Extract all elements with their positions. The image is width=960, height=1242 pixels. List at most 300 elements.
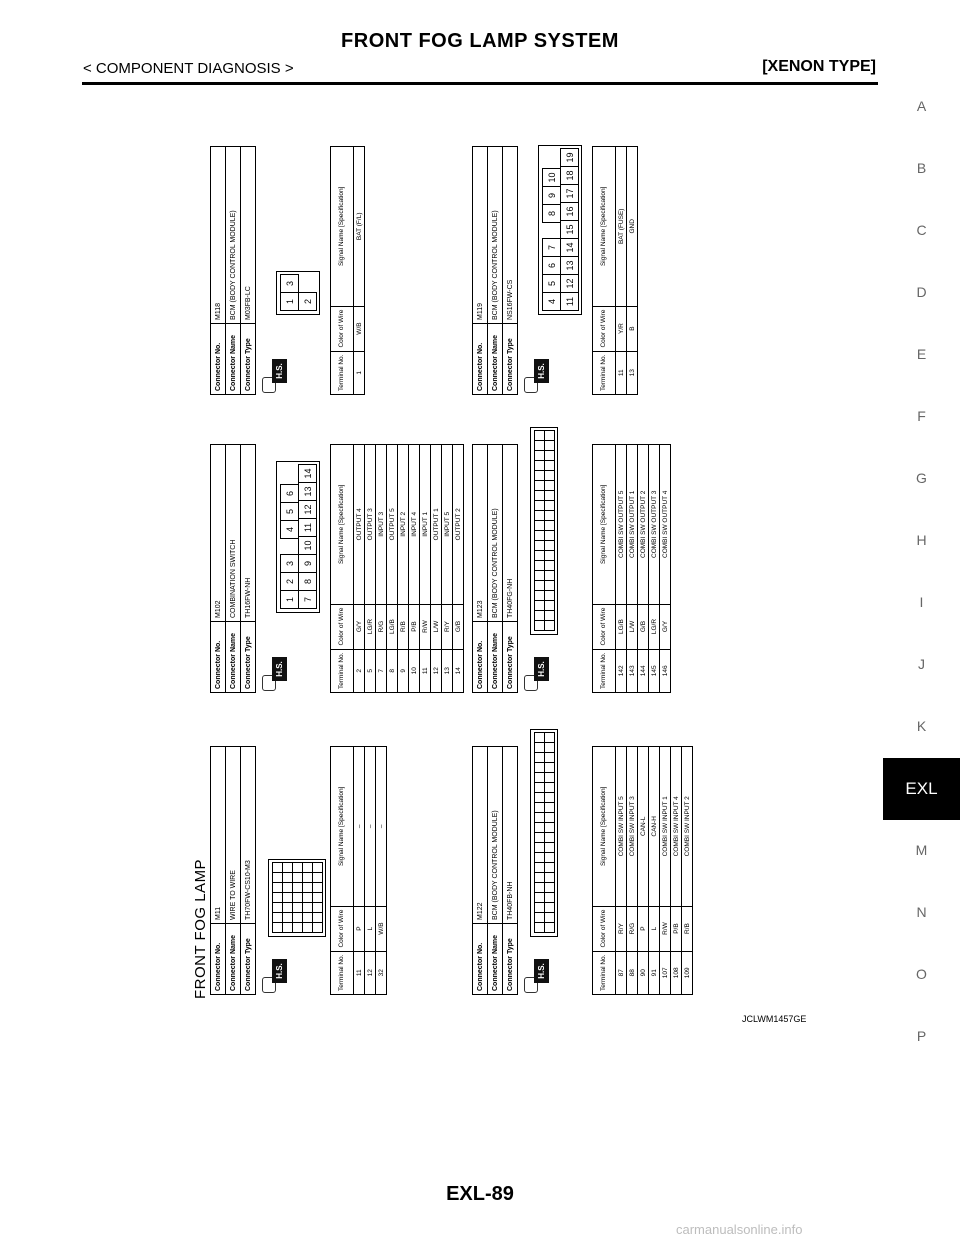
table-row: [682, 747, 693, 995]
column-header: Signal Name [Specification]: [593, 147, 616, 307]
table-cell: P: [354, 906, 365, 951]
table-cell: L/W: [431, 604, 442, 649]
connector-pin: [312, 872, 323, 883]
connector-pin: 11: [560, 292, 579, 311]
info-value: TH40FB-NH: [503, 747, 518, 924]
signal-table-header: [331, 445, 354, 693]
connector-pin: 16: [560, 202, 579, 221]
table-cell: 107: [660, 951, 671, 994]
table-cell: COMBI SW OUTPUT 3: [649, 445, 660, 605]
connector-pin: [544, 902, 555, 913]
hs-label: H.S.: [272, 959, 287, 983]
table-cell: INPUT 5: [442, 445, 453, 605]
connector-pin: 1: [280, 590, 299, 609]
table-row: [638, 747, 649, 995]
table-cell: COMBI SW INPUT 5: [616, 747, 627, 907]
info-key: Connector No.: [473, 324, 488, 395]
connector-block: [472, 444, 669, 693]
table-row: [398, 445, 409, 693]
table-cell: GND: [627, 147, 638, 307]
info-row: [503, 147, 518, 395]
table-row: [442, 445, 453, 693]
table-cell: COMBI SW OUTPUT 4: [660, 445, 671, 605]
table-row: [376, 747, 387, 995]
info-value: M122: [473, 747, 488, 924]
connector-face: [276, 461, 320, 613]
table-row: [627, 445, 638, 693]
connector-pin: [544, 470, 555, 481]
side-index-letter[interactable]: D: [916, 284, 927, 300]
table-row: [616, 445, 627, 693]
table-cell: P/B: [671, 906, 682, 951]
connector-pin: [544, 510, 555, 521]
table-cell: L: [649, 906, 660, 951]
pin-row: [280, 275, 298, 311]
table-row: [616, 747, 627, 995]
table-cell: 145: [649, 649, 660, 692]
side-index-letter[interactable]: N: [916, 904, 927, 920]
table-cell: 109: [682, 951, 693, 994]
table-cell: 32: [376, 951, 387, 994]
connector-pin: [544, 822, 555, 833]
info-key: Connector No.: [211, 622, 226, 693]
info-value: M11: [211, 747, 226, 924]
connector-pin: 8: [298, 572, 317, 591]
table-cell: 144: [638, 649, 649, 692]
info-row: [503, 445, 518, 693]
info-key: Connector Name: [226, 924, 241, 995]
table-cell: 1: [354, 351, 365, 394]
connector-pin: 3: [280, 554, 299, 573]
connector-info-table: [210, 146, 256, 395]
side-index-letter[interactable]: J: [918, 656, 925, 672]
table-cell: R/W: [420, 604, 431, 649]
rotated-diagram-sheet: [190, 100, 850, 1005]
side-index-letter[interactable]: M: [915, 842, 928, 858]
connector-block: [210, 146, 363, 395]
connector-pin: [544, 540, 555, 551]
table-row: [616, 147, 627, 395]
table-cell: OUTPUT 5: [387, 445, 398, 605]
column-header: Color of Wire: [331, 306, 354, 351]
pin-row: [280, 465, 298, 609]
connector-pin: [544, 460, 555, 471]
table-cell: INPUT 4: [409, 445, 420, 605]
connector-pin: [544, 792, 555, 803]
table-row: [649, 445, 660, 693]
info-row: [241, 147, 256, 395]
table-cell: 7: [376, 649, 387, 692]
pin-row: [542, 149, 560, 311]
table-cell: –: [354, 747, 365, 907]
info-value: WIRE TO WIRE: [226, 747, 241, 924]
table-cell: OUTPUT 4: [354, 445, 365, 605]
column-header: Signal Name [Specification]: [593, 445, 616, 605]
pin-row: [302, 863, 312, 933]
table-cell: CAN-H: [649, 747, 660, 907]
info-key: Connector Type: [241, 324, 256, 395]
pin-row: [534, 733, 544, 933]
connector-pin: [544, 782, 555, 793]
table-row: [627, 147, 638, 395]
figure-code: JCLWM1457GE: [742, 1014, 807, 1024]
connector-block: [210, 444, 462, 693]
column-header: Color of Wire: [331, 604, 354, 649]
connector-pin: [544, 520, 555, 531]
connector-pin: 15: [560, 220, 579, 239]
info-key: Connector Type: [503, 622, 518, 693]
info-key: Connector Name: [488, 924, 503, 995]
page-number: EXL-89: [446, 1183, 514, 1205]
table-cell: COMBI SW OUTPUT 2: [638, 445, 649, 605]
connector-info-table: [472, 146, 518, 395]
connector-pin: [312, 882, 323, 893]
table-cell: L: [365, 906, 376, 951]
connector-face: [538, 145, 582, 315]
connector-pin: [312, 902, 323, 913]
connector-pin: [544, 610, 555, 621]
side-index-letter[interactable]: F: [917, 408, 926, 424]
connector-pin: [544, 550, 555, 561]
connector-pin: [544, 912, 555, 923]
table-cell: W/B: [354, 306, 365, 351]
info-row: [226, 445, 241, 693]
table-cell: 91: [649, 951, 660, 994]
signal-table-header: [331, 147, 354, 395]
connector-info-table: [472, 746, 518, 995]
table-cell: LG/B: [387, 604, 398, 649]
table-row: [409, 445, 420, 693]
table-row: [365, 445, 376, 693]
info-row: [473, 445, 488, 693]
connector-pin: 5: [542, 274, 561, 293]
connector-pin: 5: [280, 502, 299, 521]
signal-table-header: [593, 445, 616, 693]
info-row: [241, 747, 256, 995]
info-value: BCM (BODY CONTROL MODULE): [226, 147, 241, 324]
column-header: Color of Wire: [593, 306, 616, 351]
harness-side-icon: [262, 657, 288, 691]
table-cell: 88: [627, 951, 638, 994]
table-row: [354, 445, 365, 693]
info-row: [488, 747, 503, 995]
column-header: Terminal No.: [331, 351, 354, 394]
table-cell: OUTPUT 3: [365, 445, 376, 605]
table-row: [354, 747, 365, 995]
pin-row: [298, 275, 316, 311]
column-header: Signal Name [Specification]: [593, 747, 616, 907]
table-cell: BAT (FUSE): [616, 147, 627, 307]
table-cell: COMBI SW OUTPUT 5: [616, 445, 627, 605]
table-cell: G/B: [453, 604, 464, 649]
table-row: [649, 747, 660, 995]
connector-pin: [312, 892, 323, 903]
column-header: Color of Wire: [593, 906, 616, 951]
table-cell: 13: [627, 351, 638, 394]
pin-row: [544, 431, 554, 631]
table-row: [376, 445, 387, 693]
table-row: [660, 747, 671, 995]
info-value: TH16FW-NH: [241, 445, 256, 622]
info-value: M123: [473, 445, 488, 622]
column-header: Terminal No.: [331, 649, 354, 692]
side-index-letter[interactable]: G: [916, 470, 927, 486]
connector-pin: [544, 440, 555, 451]
connector-pin: 10: [542, 168, 561, 187]
table-cell: R/B: [398, 604, 409, 649]
pin-row: [292, 863, 302, 933]
column-header: Color of Wire: [593, 604, 616, 649]
connector-pin: [544, 802, 555, 813]
column-header: Terminal No.: [593, 649, 616, 692]
terminal-signal-table: [592, 444, 671, 693]
info-value: M118: [211, 147, 226, 324]
side-index-letter[interactable]: A: [916, 98, 927, 114]
table-cell: 142: [616, 649, 627, 692]
side-index-letter[interactable]: O: [916, 966, 927, 982]
connector-pin: 1: [280, 292, 299, 311]
table-cell: Y/R: [616, 306, 627, 351]
connector-pin: [544, 590, 555, 601]
signal-table-header: [593, 147, 616, 395]
info-key: Connector No.: [473, 622, 488, 693]
pin-row: [272, 863, 282, 933]
connector-pin: 9: [542, 186, 561, 205]
side-index-letter[interactable]: H: [916, 532, 927, 548]
connector-pin: [544, 762, 555, 773]
info-value: M03FB-LC: [241, 147, 256, 324]
harness-side-icon: [524, 959, 550, 993]
watermark[interactable]: carmanualsonline.info: [676, 1222, 803, 1237]
table-cell: 108: [671, 951, 682, 994]
info-row: [211, 747, 226, 995]
pin-row: [534, 431, 544, 631]
connector-pin: [544, 490, 555, 501]
connector-pin: [544, 500, 555, 511]
connector-pin: [544, 732, 555, 743]
connector-pin: 12: [560, 274, 579, 293]
info-value: BCM (BODY CONTROL MODULE): [488, 747, 503, 924]
connector-pin: 17: [560, 184, 579, 203]
connector-pin: 14: [298, 464, 317, 483]
harness-side-icon: [524, 657, 550, 691]
signal-table-header: [593, 747, 616, 995]
connector-pin: [544, 480, 555, 491]
connector-face: [276, 271, 320, 315]
pin-row: [298, 465, 316, 609]
table-row: [660, 445, 671, 693]
table-cell: 9: [398, 649, 409, 692]
connector-pin: [544, 620, 555, 631]
hs-label: H.S.: [272, 657, 287, 681]
table-cell: COMBI SW INPUT 2: [682, 747, 693, 907]
table-cell: 11: [354, 951, 365, 994]
column-header: Signal Name [Specification]: [331, 747, 354, 907]
table-cell: 12: [431, 649, 442, 692]
table-row: [354, 147, 365, 395]
terminal-signal-table: [592, 146, 638, 395]
table-cell: B: [627, 306, 638, 351]
info-row: [473, 147, 488, 395]
connector-pin: [544, 852, 555, 863]
table-cell: 2: [354, 649, 365, 692]
side-index-letter[interactable]: B: [916, 160, 927, 176]
pin-row: [282, 863, 292, 933]
connector-pin: [544, 450, 555, 461]
table-cell: G/Y: [660, 604, 671, 649]
connector-pin: [544, 580, 555, 591]
info-key: Connector Type: [503, 924, 518, 995]
hs-label: H.S.: [534, 657, 549, 681]
connector-pin: 11: [298, 518, 317, 537]
wiring-diagram: [190, 100, 850, 1005]
info-value: NS16FW-CS: [503, 147, 518, 324]
table-row: [638, 445, 649, 693]
table-cell: INPUT 2: [398, 445, 409, 605]
table-cell: L/W: [627, 604, 638, 649]
table-cell: BAT (F/L): [354, 147, 365, 307]
side-index-letter[interactable]: P: [916, 1028, 927, 1044]
table-row: [671, 747, 682, 995]
table-cell: LG/B: [616, 604, 627, 649]
connector-pin: [544, 742, 555, 753]
info-value: TH70FW-CS10-M3: [241, 747, 256, 924]
connector-face: [530, 729, 558, 937]
connector-pin: 2: [280, 572, 299, 591]
info-key: Connector Type: [241, 924, 256, 995]
connector-pin: 3: [280, 274, 299, 293]
info-key: Connector Type: [503, 324, 518, 395]
connector-face: [530, 427, 558, 635]
connector-pin: [544, 892, 555, 903]
info-key: Connector No.: [211, 324, 226, 395]
connector-pin: 4: [280, 520, 299, 539]
connector-pin: 10: [298, 536, 317, 555]
connector-pin: [312, 862, 323, 873]
connector-pin: [544, 530, 555, 541]
table-cell: OUTPUT 1: [431, 445, 442, 605]
connector-pin: 8: [542, 204, 561, 223]
connector-pin: [544, 842, 555, 853]
connector-pin: [544, 560, 555, 571]
connector-pin: [544, 570, 555, 581]
table-cell: 13: [442, 649, 453, 692]
connector-pin: 12: [298, 500, 317, 519]
table-row: [420, 445, 431, 693]
info-value: BCM (BODY CONTROL MODULE): [488, 147, 503, 324]
info-row: [211, 147, 226, 395]
side-index-letter[interactable]: I: [919, 594, 924, 610]
pin-row: [312, 863, 322, 933]
table-cell: R/Y: [442, 604, 453, 649]
table-row: [453, 445, 464, 693]
connector-pin: 4: [542, 292, 561, 311]
connector-pin: 19: [560, 148, 579, 167]
table-cell: COMBI SW INPUT 4: [671, 747, 682, 907]
table-cell: OUTPUT 2: [453, 445, 464, 605]
terminal-signal-table: [592, 746, 693, 995]
harness-side-icon: [524, 359, 550, 393]
table-cell: P: [638, 906, 649, 951]
info-value: M102: [211, 445, 226, 622]
table-row: [387, 445, 398, 693]
info-row: [226, 747, 241, 995]
table-row: [431, 445, 442, 693]
info-key: Connector Name: [488, 622, 503, 693]
diagram-title: FRONT FOG LAMP: [192, 858, 209, 999]
info-key: Connector Name: [226, 622, 241, 693]
hs-label: H.S.: [534, 959, 549, 983]
table-cell: P/B: [409, 604, 420, 649]
connector-block: [472, 746, 691, 995]
table-row: [365, 747, 376, 995]
table-cell: 11: [420, 649, 431, 692]
table-cell: COMBI SW INPUT 1: [660, 747, 671, 907]
table-cell: R/W: [660, 906, 671, 951]
harness-side-icon: [262, 959, 288, 993]
page-title: FRONT FOG LAMP SYSTEM: [341, 30, 619, 52]
table-cell: G/Y: [354, 604, 365, 649]
column-header: Signal Name [Specification]: [331, 147, 354, 307]
info-value: BCM (BODY CONTROL MODULE): [488, 445, 503, 622]
table-cell: 12: [365, 951, 376, 994]
table-cell: INPUT 3: [376, 445, 387, 605]
table-cell: W/B: [376, 906, 387, 951]
info-key: Connector No.: [211, 924, 226, 995]
hs-label: H.S.: [272, 359, 287, 383]
connector-info-table: [210, 746, 256, 995]
table-cell: 8: [387, 649, 398, 692]
table-cell: 14: [453, 649, 464, 692]
connector-block: [210, 746, 385, 995]
info-value: COMBINATION SWITCH: [226, 445, 241, 622]
connector-info-table: [472, 444, 518, 693]
connector-pin: [544, 772, 555, 783]
connector-info-table: [210, 444, 256, 693]
connector-pin: [544, 812, 555, 823]
connector-pin: 9: [298, 554, 317, 573]
connector-pin: [544, 752, 555, 763]
connector-pin: [544, 862, 555, 873]
column-header: Signal Name [Specification]: [331, 445, 354, 605]
info-row: [488, 147, 503, 395]
connector-pin: [544, 600, 555, 611]
table-cell: COMBI SW INPUT 3: [627, 747, 638, 907]
connector-pin: [544, 882, 555, 893]
table-cell: G/B: [638, 604, 649, 649]
connector-pin: 14: [560, 238, 579, 257]
table-cell: 146: [660, 649, 671, 692]
side-index-letter[interactable]: E: [916, 346, 927, 362]
info-key: Connector Type: [241, 622, 256, 693]
side-tab-active[interactable]: EXL: [883, 758, 960, 820]
side-index-letter[interactable]: C: [916, 222, 927, 238]
connector-pin: 6: [280, 484, 299, 503]
table-row: [627, 747, 638, 995]
connector-pin: 13: [560, 256, 579, 275]
table-cell: –: [376, 747, 387, 907]
info-row: [226, 147, 241, 395]
table-cell: 90: [638, 951, 649, 994]
table-cell: R/G: [627, 906, 638, 951]
info-value: M119: [473, 147, 488, 324]
info-key: Connector Name: [226, 324, 241, 395]
table-cell: 143: [627, 649, 638, 692]
connector-pin: 18: [560, 166, 579, 185]
table-cell: R/G: [376, 604, 387, 649]
side-index-letter[interactable]: K: [916, 718, 927, 734]
connector-pin: [544, 922, 555, 933]
